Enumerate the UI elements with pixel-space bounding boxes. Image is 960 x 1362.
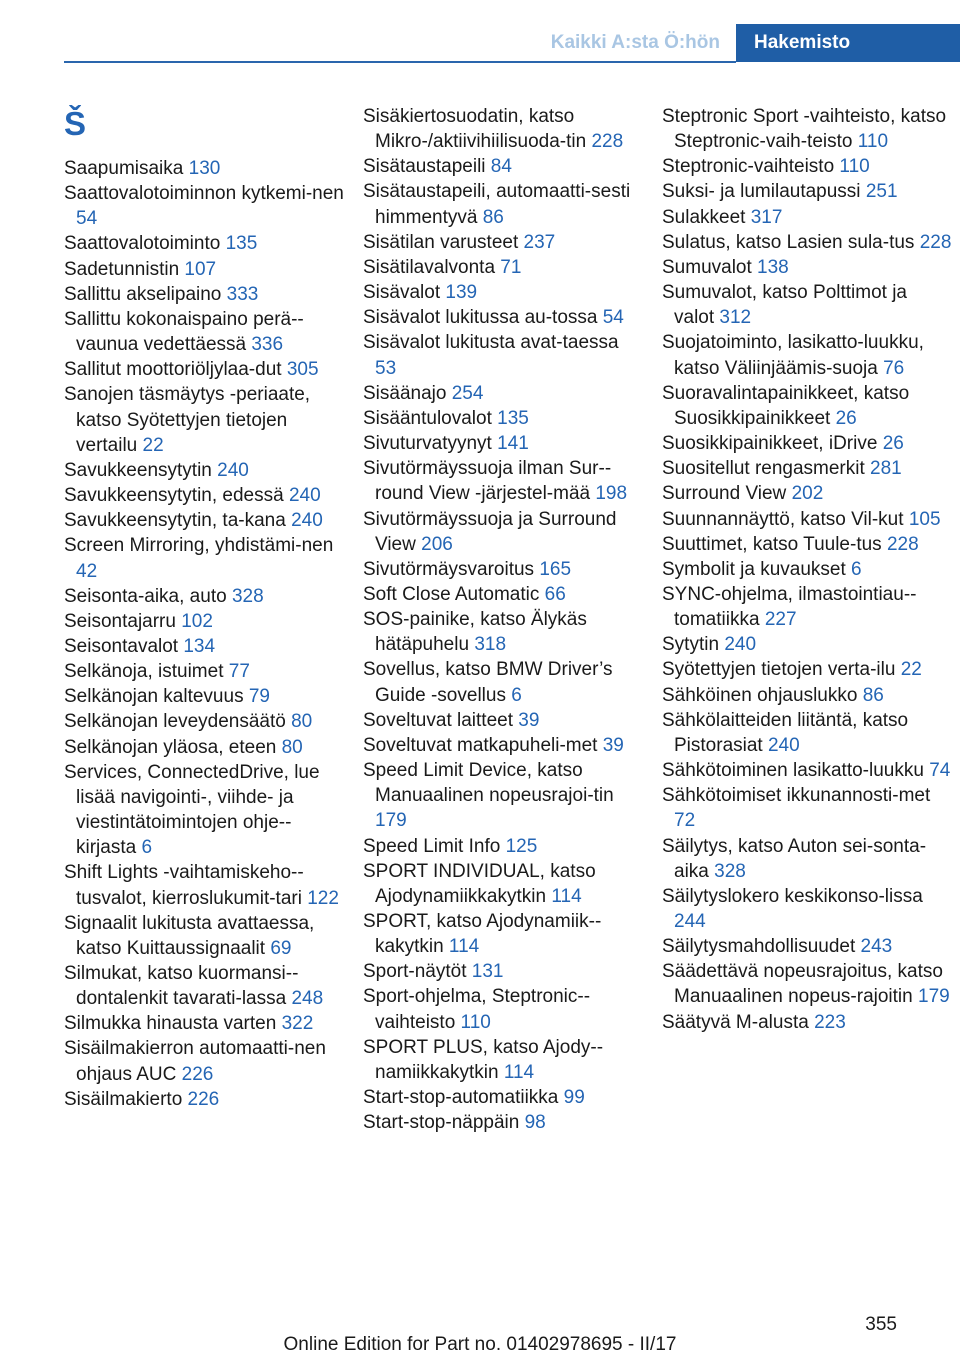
index-entry-term: SYNC-ohjelma, ilmastointiau-tomatiikka (662, 583, 917, 631)
index-entry (662, 934, 952, 959)
index-entry-term: Syötettyjen tietojen verta-ilu (662, 659, 901, 681)
index-entry (662, 783, 952, 833)
page-reference-link[interactable]: 114 (503, 1061, 535, 1083)
page-reference-link[interactable]: 165 (539, 558, 572, 580)
index-entry (64, 257, 344, 282)
index-entry-term: Saattovalotoiminto (64, 233, 226, 255)
index-entry (363, 834, 643, 859)
index-entry-term: Suosikkipainikkeet, iDrive (662, 433, 883, 455)
index-entry-term: Sisävalot (363, 282, 446, 304)
page-reference-link[interactable]: 71 (500, 256, 522, 278)
index-entry-term: Sisävalot lukitussa au-tossa (363, 307, 603, 329)
page-reference-link[interactable]: 107 (184, 258, 217, 280)
page-reference-link[interactable]: 66 (544, 583, 566, 605)
index-entry (363, 959, 643, 984)
index-entry-term: Sallittu kokonaispaino perä-vaunua vedettäessä (64, 308, 304, 356)
index-entry-term: SOS-painike, katso Älykäs hätäpuhelu (363, 609, 587, 656)
page-reference-link[interactable]: 54 (76, 208, 98, 230)
index-entry (363, 255, 643, 280)
index-entry (662, 179, 952, 204)
index-entry-term: Sisätilavalvonta (363, 256, 501, 278)
page-reference-link[interactable]: 72 (674, 810, 696, 832)
index-entry (662, 230, 952, 255)
index-entry-term: Savukkeensytytin, edessä (64, 485, 289, 507)
index-entry (363, 179, 643, 229)
index-entry-term: Säilytysmahdollisuudet (662, 936, 861, 958)
page-reference-link[interactable]: 86 (482, 206, 504, 228)
index-entry (64, 156, 344, 181)
page-reference-link[interactable]: 322 (281, 1013, 314, 1035)
index-entry (363, 330, 643, 380)
page-reference-link[interactable]: 227 (764, 609, 797, 631)
index-entry-term: Sulatus, katso Lasien sula-tus (662, 231, 920, 253)
page-reference-link[interactable]: 223 (814, 1011, 846, 1033)
index-letter-heading: Š (64, 105, 87, 142)
index-entry-term: Sisäilmakierto (64, 1088, 188, 1110)
page-reference-link[interactable]: 69 (270, 937, 292, 959)
page-reference-link[interactable]: 76 (883, 357, 905, 379)
index-entry-term: Start-stop-näppäin (363, 1112, 525, 1134)
index-entry (662, 507, 952, 532)
index-entry-term: Sisääntulovalot (363, 407, 498, 429)
index-entry (363, 909, 643, 959)
index-entry-term: Signaalit lukitusta avattaessa, katso Kuittaussignaalit (64, 912, 315, 959)
index-column-1 (64, 104, 344, 1112)
page-reference-link[interactable]: 84 (490, 156, 512, 178)
index-entry (662, 683, 952, 708)
page-reference-link[interactable]: 328 (231, 585, 264, 607)
index-entry (662, 884, 952, 934)
index-entry (64, 483, 344, 508)
index-entry-term: Sallitut moottoriöljylaa-dut (64, 359, 287, 381)
index-entry (64, 584, 344, 609)
index-entry (64, 911, 344, 961)
index-entry-term: Silmukat, katso kuormansi-dontalenkit tavarati-lassa (64, 963, 299, 1010)
index-entry (662, 280, 952, 330)
index-entry-term: Sähkötoimiset ikkunannosti-met (662, 785, 931, 807)
page-reference-link[interactable]: 243 (860, 936, 893, 958)
page-reference-link[interactable]: 228 (591, 131, 624, 153)
page-reference-link[interactable]: 125 (505, 835, 538, 857)
page-reference-link[interactable]: 110 (857, 131, 889, 153)
index-entry (363, 758, 643, 833)
index-entry-term: Sallittu akselipaino (64, 283, 227, 305)
index-entry-term: Steptronic Sport -vaihteisto, katso Steptronic-vaih-teisto (662, 106, 947, 153)
index-entry (363, 607, 643, 657)
index-entry-term: Sivutörmäyssuoja ja Surround View (363, 508, 617, 555)
index-entry-term: Seisonta-aika, auto (64, 585, 232, 607)
index-entry-term: Services, ConnectedDrive, lue lisää navigointi-, viihde- ja viestintätoimintojen ohje-kirjasta (64, 761, 320, 859)
page-reference-link[interactable]: 102 (181, 610, 213, 632)
index-entry (363, 1110, 643, 1135)
page-reference-link[interactable]: 39 (518, 709, 540, 731)
page-reference-link[interactable]: 139 (445, 282, 478, 304)
index-entry (363, 280, 643, 305)
index-tab[interactable]: Hakemisto (736, 24, 960, 62)
index-entry (363, 657, 643, 707)
page-reference-link[interactable]: 99 (563, 1087, 585, 1109)
index-entry (363, 406, 643, 431)
header-rule (64, 61, 736, 63)
page-reference-link[interactable]: 336 (251, 334, 284, 356)
index-entry-term: Surround View (662, 483, 792, 505)
page-reference-link[interactable]: 328 (714, 860, 746, 882)
page-reference-link[interactable]: 237 (523, 231, 556, 253)
index-entry (64, 634, 344, 659)
index-entry-term: Sport-ohjelma, Steptronic-vaihteisto (363, 986, 591, 1033)
index-entry (363, 230, 643, 255)
page-reference-link[interactable]: 98 (524, 1112, 546, 1134)
index-entry (363, 1085, 643, 1110)
index-entry-term: Shift Lights -vaihtamiskeho-tusvalot, kierroslukumit-tari (64, 862, 308, 909)
index-entry-term: Soveltuvat matkapuheli-met (363, 734, 603, 756)
index-entry-term: Selkänojan leveydensäätö (64, 711, 292, 733)
index-entry-term: Sisäkiertosuodatin, katso Mikro-/aktiivihiilisuoda-tin (363, 106, 592, 153)
page-reference-link[interactable]: 135 (225, 233, 258, 255)
index-entry-term: Suojatoiminto, lasikatto-luukku, katso Väliinjäämis-suoja (662, 332, 924, 379)
index-entry (64, 709, 344, 734)
page-reference-link[interactable]: 6 (511, 684, 522, 706)
index-entry (363, 305, 643, 330)
index-entry (662, 330, 952, 380)
page-reference-link[interactable]: 80 (291, 711, 313, 733)
index-entry-term: Suositellut rengasmerkit (662, 458, 871, 480)
index-entry (363, 1035, 643, 1085)
page-reference-link[interactable]: 110 (460, 1011, 491, 1033)
index-entry-term: Saapumisaika (64, 158, 189, 179)
index-entry (64, 760, 344, 861)
index-entry-term: Soft Close Automatic (363, 583, 545, 605)
page-reference-link[interactable]: 281 (870, 458, 902, 480)
page-reference-link[interactable]: 6 (851, 558, 862, 580)
page-reference-link[interactable]: 248 (291, 988, 324, 1010)
index-entry (363, 381, 643, 406)
index-entry-term: Suoravalintapainikkeet, katso Suosikkipainikkeet (662, 382, 910, 429)
index-entry-term: Sulakkeet (662, 206, 751, 228)
index-entry-term: Soveltuvat laitteet (363, 709, 519, 731)
page-reference-link[interactable]: 22 (900, 659, 922, 681)
index-entry-term: Sivuturvatyynyt (363, 433, 498, 455)
index-entry (662, 255, 952, 280)
index-entry-term: Steptronic-vaihteisto (662, 156, 840, 178)
index-entry-term: Seisontavalot (64, 635, 184, 657)
index-column-2 (363, 104, 643, 1135)
page-reference-link[interactable]: 312 (719, 307, 752, 329)
page-reference-link[interactable]: 110 (839, 156, 870, 178)
index-entry (64, 1011, 344, 1036)
index-entry (64, 961, 344, 1011)
page-reference-link[interactable]: 135 (497, 407, 529, 429)
index-entry-term: Savukkeensytytin, ta-kana (64, 510, 292, 532)
index-entry-term: Selkänojan yläosa, eteen (64, 736, 282, 758)
page-reference-link[interactable]: 202 (791, 483, 824, 505)
page-reference-link[interactable]: 6 (141, 837, 153, 859)
index-entry-term: Sisätaustapeili, automaatti-sesti himmentyvä (363, 181, 631, 228)
page-reference-link[interactable]: 206 (421, 533, 453, 555)
index-entry-term: Seisontajarru (64, 610, 182, 632)
index-entry-term: Symbolit ja kuvaukset (662, 558, 852, 580)
page-reference-link[interactable]: 333 (226, 283, 259, 305)
page-reference-link[interactable]: 240 (724, 634, 757, 656)
page-reference-link[interactable]: 53 (375, 357, 397, 379)
index-entry-term: Sisätaustapeili (363, 156, 491, 178)
index-entry-term: Sivutörmäyssuoja ilman Sur-round View -järjestel-mää (363, 458, 612, 505)
index-entry-term: Säilytys, katso Auton sei-sonta-aika (662, 835, 927, 882)
index-entry (662, 381, 952, 431)
page-reference-link[interactable]: 179 (375, 810, 407, 832)
index-entry-term: Säilytyslokero keskikonso-lissa (662, 885, 923, 907)
page-reference-link[interactable]: 228 (886, 533, 919, 555)
page-reference-link[interactable]: 134 (183, 635, 216, 657)
index-entry (64, 357, 344, 382)
page-reference-link[interactable]: 138 (757, 256, 789, 278)
index-entry (662, 758, 952, 783)
index-entry (363, 708, 643, 733)
page-number: 355 (865, 1314, 897, 1335)
index-entry-term: SPORT, katso Ajodynamiik-kakytkin (363, 911, 602, 958)
page-reference-link[interactable]: 42 (76, 560, 98, 582)
page-header (0, 24, 960, 62)
index-entry (363, 557, 643, 582)
page-reference-link[interactable]: 240 (767, 734, 800, 756)
index-entry-term: Sumuvalot, katso Polttimot ja valot (662, 282, 907, 329)
page-reference-link[interactable]: 105 (908, 508, 941, 530)
index-entry-term: Suksi- ja lumilautapussi (662, 181, 866, 203)
index-entry (64, 231, 344, 256)
index-entry (363, 154, 643, 179)
index-entry-term: Suuttimet, katso Tuule-tus (662, 533, 887, 555)
index-entry-term: SPORT PLUS, katso Ajody-namiikkakytkin (363, 1036, 604, 1083)
index-entry-term: Suunnannäyttö, katso Vil-kut (662, 508, 909, 530)
index-entry (64, 458, 344, 483)
index-entry-term: Sisävalot lukitusta avat-taessa (363, 332, 619, 354)
page-reference-link[interactable]: 77 (228, 661, 250, 683)
index-entry-term: Sähkötoiminen lasikatto-luukku (662, 760, 930, 782)
page-reference-link[interactable]: 86 (862, 684, 884, 706)
index-entry (64, 860, 344, 910)
page-reference-link[interactable]: 122 (307, 887, 339, 909)
page-reference-link[interactable]: 226 (187, 1088, 220, 1110)
index-entry-term: Sivutörmäysvaroitus (363, 558, 540, 580)
page-reference-link[interactable]: 228 (919, 231, 952, 253)
page-reference-link[interactable]: 179 (918, 986, 950, 1008)
page-reference-link[interactable]: 305 (286, 359, 319, 381)
index-entry (662, 205, 952, 230)
index-entry (662, 708, 952, 758)
page-reference-link[interactable]: 114 (551, 885, 582, 907)
index-entry (662, 557, 952, 582)
index-entry (363, 431, 643, 456)
section-tab[interactable]: Kaikki A:sta Ö:hön (550, 32, 720, 53)
index-entry (662, 104, 952, 154)
index-entry-term: Savukkeensytytin (64, 459, 218, 481)
index-entry (662, 582, 952, 632)
index-entry (363, 859, 643, 909)
index-entry (363, 456, 643, 506)
index-entry-term: Sähköinen ohjauslukko (662, 684, 863, 706)
index-entry (363, 984, 643, 1034)
index-entry-term: Sytytin (662, 634, 725, 656)
index-entry (662, 481, 952, 506)
page-reference-link[interactable]: 26 (882, 433, 904, 455)
page-reference-link[interactable]: 39 (602, 734, 624, 756)
page-reference-link[interactable]: 251 (865, 181, 898, 203)
index-entry-term: Sanojen täsmäytys -periaate, katso Syötettyjen tietojen vertailu (64, 384, 311, 456)
index-entry-term: Sovellus, katso BMW Driver’s Guide -sovellus (363, 659, 613, 706)
index-entry (64, 282, 344, 307)
index-entry-term: Sisäilmakierron automaatti-nen ohjaus AUC (64, 1038, 326, 1085)
page-reference-link[interactable]: 240 (217, 459, 249, 481)
index-column-3 (662, 104, 952, 1035)
page-reference-link[interactable]: 80 (281, 736, 303, 758)
index-entry (662, 532, 952, 557)
index-entry (64, 1087, 344, 1112)
index-entry (662, 431, 952, 456)
index-entry (363, 582, 643, 607)
page-reference-link[interactable]: 226 (181, 1063, 214, 1085)
index-entry (64, 1036, 344, 1086)
index-entry-term: Start-stop-automatiikka (363, 1087, 564, 1109)
index-entry (64, 508, 344, 533)
index-entry (662, 959, 952, 1009)
index-entry (662, 657, 952, 682)
page-reference-link[interactable]: 240 (288, 485, 321, 507)
index-entry (64, 735, 344, 760)
index-entry (363, 104, 643, 154)
index-entry-term: Selkänoja, istuimet (64, 661, 229, 683)
page-reference-link[interactable]: 26 (835, 407, 857, 429)
page-reference-link[interactable]: 74 (929, 760, 951, 782)
page-reference-link[interactable]: 114 (448, 936, 480, 958)
index-entry (662, 834, 952, 884)
index-entry (363, 507, 643, 557)
page-reference-link[interactable]: 244 (674, 911, 706, 932)
page-reference-link[interactable]: 240 (291, 510, 323, 532)
index-entry-term: Sähkölaitteiden liitäntä, katso Pistorasiat (662, 709, 909, 756)
index-entry (64, 382, 344, 457)
index-entry-term: Säädettävä nopeusrajoitus, katso Manuaalinen nopeus-rajoitin (662, 961, 943, 1008)
index-entry-term: Sport-näytöt (363, 961, 472, 983)
index-entry-term: Sisätilan varusteet (363, 231, 524, 253)
index-entry (662, 632, 952, 657)
index-entry (64, 659, 344, 684)
index-entry (64, 609, 344, 634)
index-entry-term: Silmukka hinausta varten (64, 1013, 282, 1035)
page-reference-link[interactable]: 79 (248, 686, 270, 708)
page-reference-link[interactable]: 254 (451, 382, 484, 404)
page-reference-link[interactable]: 198 (595, 483, 628, 505)
index-entry-term: Speed Limit Device, katso Manuaalinen nopeusrajoi-tin (363, 760, 614, 807)
index-entry (64, 533, 344, 583)
index-entry (662, 456, 952, 481)
index-entry (64, 181, 344, 231)
index-entry-term: Selkänojan kaltevuus (64, 686, 249, 708)
index-entry-term: Sisäänajo (363, 382, 452, 404)
page-reference-link[interactable]: 131 (471, 961, 504, 983)
page-reference-link[interactable]: 130 (188, 158, 221, 179)
index-entry-term: SPORT INDIVIDUAL, katso Ajodynamiikkakytkin (363, 860, 596, 907)
index-entry (64, 307, 344, 357)
index-entry-term: Säätyvä M-alusta (662, 1011, 815, 1033)
page-reference-link[interactable]: 22 (142, 434, 164, 456)
index-entry (662, 154, 952, 179)
index-entry-term: Speed Limit Info (363, 835, 506, 857)
index-entry (363, 733, 643, 758)
page-reference-link[interactable]: 318 (474, 634, 507, 656)
page-reference-link[interactable]: 54 (602, 307, 624, 329)
index-entry (64, 684, 344, 709)
index-entry (662, 1010, 952, 1035)
index-entry-term: Screen Mirroring, yhdistämi-nen (64, 535, 334, 557)
index-entry-term: Sadetunnistin (64, 258, 185, 280)
footer-edition: Online Edition for Part no. 01402978695 - II/17 (283, 1334, 677, 1355)
page-reference-link[interactable]: 141 (497, 433, 529, 455)
page-reference-link[interactable]: 317 (750, 206, 783, 228)
index-entry-term: Sumuvalot (662, 256, 758, 278)
index-entry-term: Saattovalotoiminnon kytkemi-nen (64, 183, 344, 205)
